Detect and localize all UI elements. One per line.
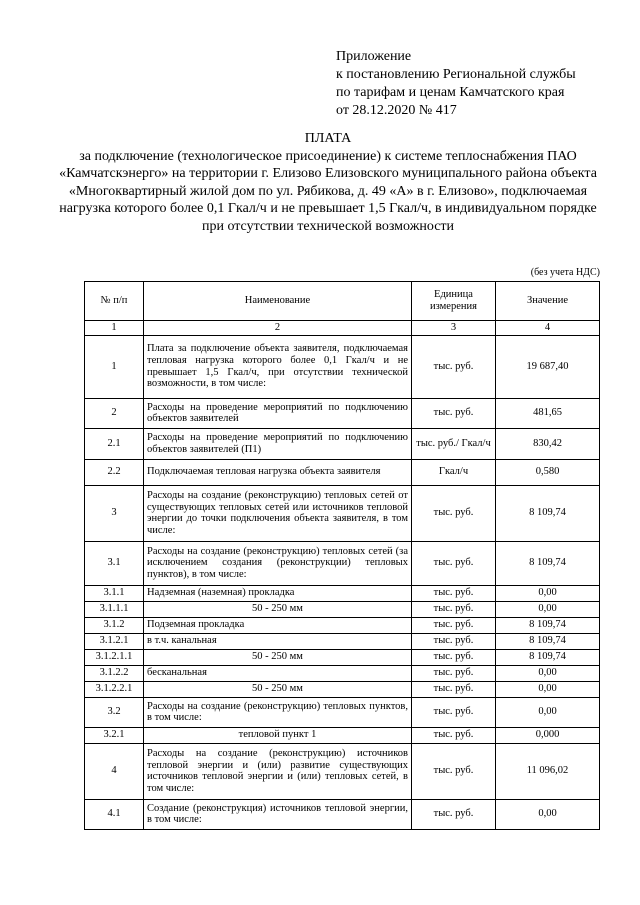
header-name: Наименование [144, 282, 412, 321]
table-row [85, 335, 600, 398]
row-number: 3 [85, 485, 144, 541]
index-cell: 3 [412, 321, 496, 336]
row-value: 830,42 [496, 428, 600, 459]
table-row [85, 585, 600, 601]
table-row [85, 727, 600, 743]
row-value: 0,000 [496, 727, 600, 743]
row-name: Подземная прокладка [144, 617, 412, 633]
table-row [85, 398, 600, 428]
row-unit: тыс. руб. [412, 485, 496, 541]
row-value: 0,00 [496, 681, 600, 697]
row-name: Расходы на создание (реконструкцию) тепловых сетей (за исключением создания (реконструкции) тепловых пунктов), в том числе: [144, 541, 412, 585]
row-value: 0,00 [496, 799, 600, 829]
row-value: 8 109,74 [496, 485, 600, 541]
row-number: 3.1.2.2 [85, 665, 144, 681]
tariff-table [84, 281, 600, 830]
row-unit: тыс. руб. [412, 541, 496, 585]
table-row [85, 649, 600, 665]
table-row [85, 665, 600, 681]
row-number: 3.1.2.1 [85, 633, 144, 649]
row-unit: тыс. руб. [412, 398, 496, 428]
row-value: 8 109,74 [496, 649, 600, 665]
table-row [85, 485, 600, 541]
row-number: 3.1.2.1.1 [85, 649, 144, 665]
row-value: 8 109,74 [496, 633, 600, 649]
table-index-row [85, 321, 600, 336]
row-value: 8 109,74 [496, 541, 600, 585]
row-number: 4.1 [85, 799, 144, 829]
appendix-line: от 28.12.2020 № 417 [336, 103, 457, 118]
row-name: Создание (реконструкция) источников тепловой энергии, в том числе: [144, 799, 412, 829]
row-unit: тыс. руб. [412, 727, 496, 743]
row-unit: тыс. руб. [412, 649, 496, 665]
row-number: 3.2.1 [85, 727, 144, 743]
row-unit: тыс. руб. [412, 697, 496, 727]
appendix-block [336, 48, 626, 120]
table-row [85, 799, 600, 829]
row-number: 3.1.2.2.1 [85, 681, 144, 697]
table-row [85, 428, 600, 459]
table-row [85, 601, 600, 617]
index-cell: 4 [496, 321, 600, 336]
row-number: 4 [85, 743, 144, 799]
row-unit: тыс. руб. [412, 799, 496, 829]
row-name: в т.ч. канальная [144, 633, 412, 649]
table-row [85, 681, 600, 697]
row-name: Расходы на создание (реконструкцию) источников тепловой энергии и (или) развитие существующих источников тепловой энергии и (или) тепловых сетей, в том числе: [144, 743, 412, 799]
row-number: 3.2 [85, 697, 144, 727]
row-value: 0,00 [496, 585, 600, 601]
row-number: 2 [85, 398, 144, 428]
row-number: 3.1.2 [85, 617, 144, 633]
row-value: 8 109,74 [496, 617, 600, 633]
row-name: 50 - 250 мм [144, 601, 412, 617]
header-value: Значение [496, 282, 600, 321]
row-unit: тыс. руб./ Гкал/ч [412, 428, 496, 459]
title-heading: ПЛАТА [304, 131, 352, 146]
row-unit: Гкал/ч [412, 459, 496, 485]
index-cell: 2 [144, 321, 412, 336]
row-name: Расходы на создание (реконструкцию) тепловых пунктов, в том числе: [144, 697, 412, 727]
row-number: 2.1 [85, 428, 144, 459]
row-name: 50 - 250 мм [144, 681, 412, 697]
row-number: 1 [85, 335, 144, 398]
table-row [85, 617, 600, 633]
row-number: 2.2 [85, 459, 144, 485]
row-unit: тыс. руб. [412, 335, 496, 398]
row-name: Расходы на создание (реконструкцию) тепловых сетей от существующих тепловых сетей или источников тепловой энергии до точки подключения объекта заявителя, в том числе: [144, 485, 412, 541]
title-text: за подключение (технологическое присоединение) к системе теплоснабжения ПАО «Камчатскэнерго» на территории г. Елизово Елизовского муниципального района объекта «Многоквартирный жилой дом по ул. Рябикова, д. 49 «А» в г. Елизово», подключаемая нагрузка которого более 0,1 Гкал/ч и не превышает 1,5 Гкал/ч, в индивидуальном порядке при отсутствии технической возможности [59, 148, 597, 234]
row-unit: тыс. руб. [412, 665, 496, 681]
header-unit: Единица измерения [412, 282, 496, 321]
table-row [85, 633, 600, 649]
row-number: 3.1 [85, 541, 144, 585]
row-value: 19 687,40 [496, 335, 600, 398]
row-name: Расходы на проведение мероприятий по подключению объектов заявителей (П1) [144, 428, 412, 459]
table-row [85, 697, 600, 727]
appendix-line: по тарифам и ценам Камчатского края [336, 85, 565, 100]
row-unit: тыс. руб. [412, 681, 496, 697]
row-unit: тыс. руб. [412, 585, 496, 601]
row-number: 3.1.1 [85, 585, 144, 601]
vat-note: (без учета НДС) [530, 267, 600, 278]
row-value: 0,580 [496, 459, 600, 485]
row-value: 481,65 [496, 398, 600, 428]
row-name: Надземная (наземная) прокладка [144, 585, 412, 601]
row-value: 0,00 [496, 601, 600, 617]
row-number: 3.1.1.1 [85, 601, 144, 617]
row-name: 50 - 250 мм [144, 649, 412, 665]
row-unit: тыс. руб. [412, 617, 496, 633]
row-unit: тыс. руб. [412, 743, 496, 799]
appendix-line: к постановлению Региональной службы [336, 67, 576, 82]
row-name: бесканальная [144, 665, 412, 681]
row-unit: тыс. руб. [412, 633, 496, 649]
table-header-row [85, 282, 600, 321]
row-name: Подключаемая тепловая нагрузка объекта заявителя [144, 459, 412, 485]
appendix-line: Приложение [336, 49, 412, 64]
row-unit: тыс. руб. [412, 601, 496, 617]
row-name: Плата за подключение объекта заявителя, подключаемая тепловая нагрузка которого более 0,1 Гкал/ч и не превышает 1,5 Гкал/ч, при отсутствии технической возможности, в том числе: [144, 335, 412, 398]
document-title [52, 130, 604, 236]
row-value: 0,00 [496, 665, 600, 681]
row-name: Расходы на проведение мероприятий по подключению объектов заявителей [144, 398, 412, 428]
table-row [85, 459, 600, 485]
table-row [85, 743, 600, 799]
row-name: тепловой пункт 1 [144, 727, 412, 743]
header-number: № п/п [85, 282, 144, 321]
row-value: 0,00 [496, 697, 600, 727]
table-row [85, 541, 600, 585]
row-value: 11 096,02 [496, 743, 600, 799]
index-cell: 1 [85, 321, 144, 336]
